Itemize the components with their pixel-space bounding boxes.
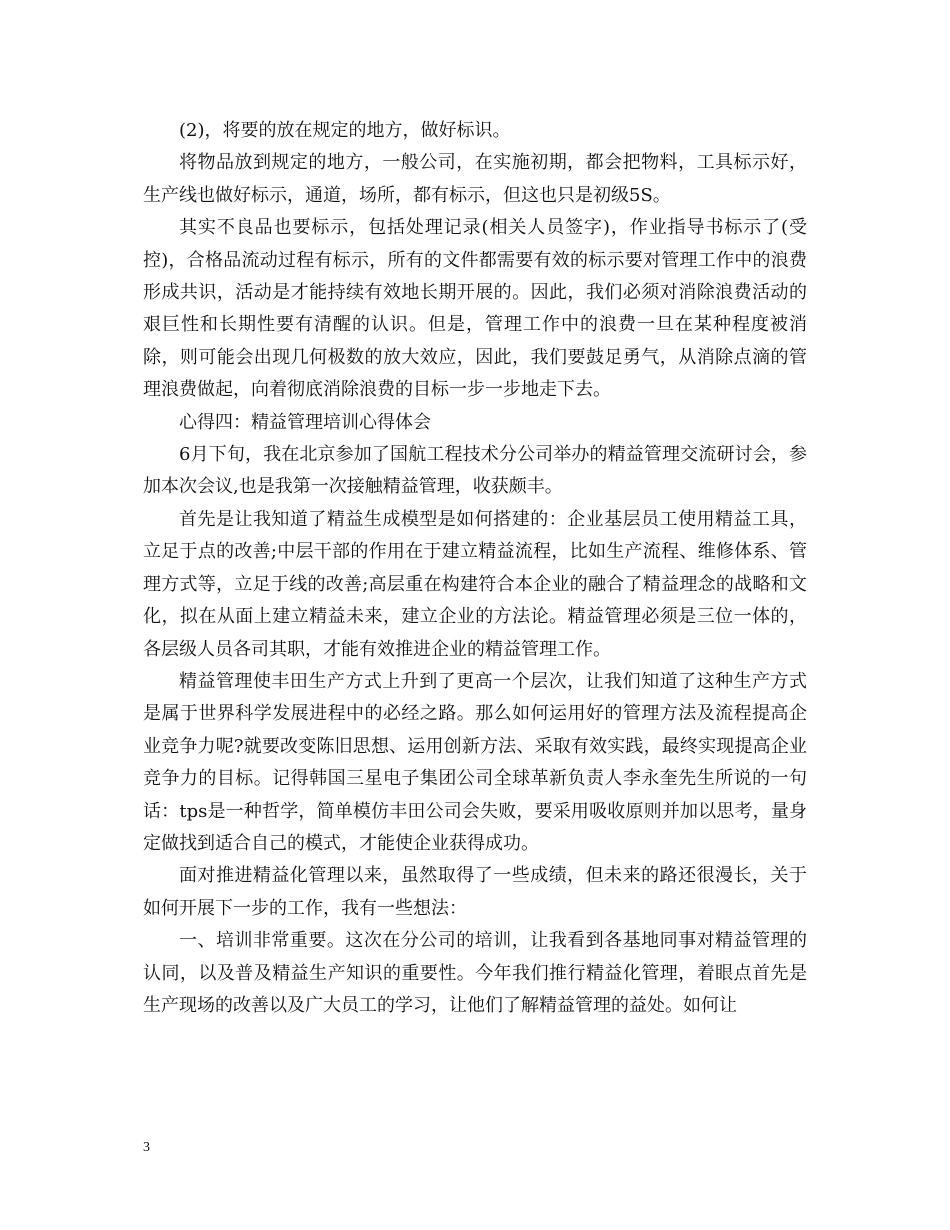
paragraph: 一、培训非常重要。这次在分公司的培训，让我看到各基地同事对精益管理的认同，以及普及精益生产知识的重要性。今年我们推行精益化管理，着眼点首先是生产现场的改善以及广大员工的学习，让他们了解精益管理的益处。如何让	[143, 930, 807, 1016]
page-number: 3	[143, 1140, 150, 1155]
document-body	[143, 115, 807, 1022]
paragraph: 6月下旬，我在北京参加了国航工程技术分公司举办的精益管理交流研讨会，参加本次会议,也是我第一次接触精益管理，收获颇丰。	[143, 444, 807, 498]
paragraph: (2)，将要的放在规定的地方，做好标识。	[179, 120, 511, 141]
paragraph: 精益管理使丰田生产方式上升到了更高一个层次，让我们知道了这种生产方式是属于世界科学发展进程中的必经之路。那么如何运用好的管理方法及流程提高企业竞争力呢?就要改变陈旧思想、运用创新方法、采取有效实践，最终实现提高企业竞争力的目标。记得韩国三星电子集团公司全球革新负责人李永奎先生所说的一句话：tps是一种哲学，简单模仿丰田公司会失败，要采用吸收原则并加以思考，量身定做找到适合自己的模式，才能使企业获得成功。	[143, 670, 807, 854]
paragraph: 首先是让我知道了精益生成模型是如何搭建的：企业基层员工使用精益工具，立足于点的改善;中层干部的作用在于建立精益流程，比如生产流程、维修体系、管理方式等，立足于线的改善;高层重在构建符合本企业的融合了精益理念的战略和文化，拟在从面上建立精益未来，建立企业的方法论。精益管理必须是三位一体的，各层级人员各司其职，才能有效推进企业的精益管理工作。	[143, 508, 807, 660]
section-heading: 心得四：精益管理培训心得体会	[179, 411, 431, 433]
paragraph: 将物品放到规定的地方，一般公司，在实施初期，都会把物料，工具标示好，生产线也做好标示，通道，场所，都有标示，但这也只是初级5S。	[143, 152, 807, 206]
paragraph: 面对推进精益化管理以来，虽然取得了一些成绩，但未来的路还很漫长，关于如何开展下一步的工作，我有一些想法：	[143, 865, 807, 919]
paragraph: 其实不良品也要标示，包括处理记录(相关人员签字)，作业指导书标示了(受控)，合格品流动过程有标示，所有的文件都需要有效的标示要对管理工作中的浪费形成共识，活动是才能持续有效地长期开展的。因此，我们必须对消除浪费活动的艰巨性和长期性要有清醒的认识。但是，管理工作中的浪费一旦在某种程度被消除，则可能会出现几何极数的放大效应，因此，我们要鼓足勇气，从消除点滴的管理浪费做起，向着彻底消除浪费的目标一步一步地走下去。	[143, 217, 807, 401]
